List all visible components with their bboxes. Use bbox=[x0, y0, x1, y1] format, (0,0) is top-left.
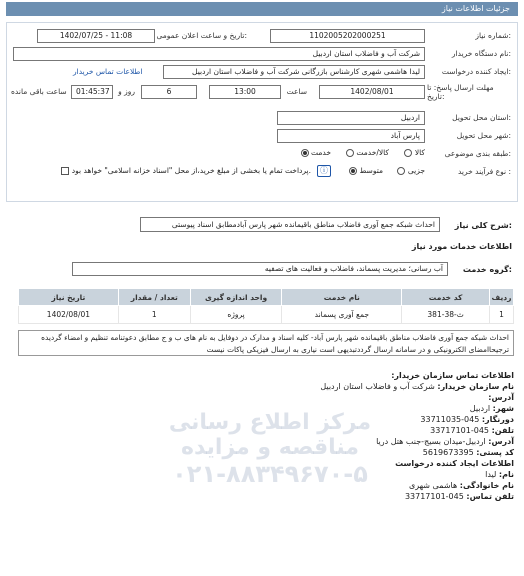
need-number-label: شماره نیاز: bbox=[475, 31, 511, 40]
remaining-label: ساعت باقی مانده bbox=[11, 87, 67, 96]
purchase-option-minor[interactable]: جزیی bbox=[397, 166, 425, 175]
col-qty: تعداد / مقدار bbox=[118, 289, 190, 306]
details-panel bbox=[6, 22, 518, 202]
page-header bbox=[6, 2, 518, 16]
col-row: ردیف bbox=[490, 289, 514, 306]
announce-date-field: 1402/07/25 - 11:08 bbox=[37, 29, 155, 43]
col-unit: واحد اندازه گیری bbox=[190, 289, 282, 306]
province-field: اردبیل bbox=[277, 111, 425, 125]
service-group-field: آب رسانی؛ مدیریت پسماند، فاضلاب و فعالیت های تصفیه bbox=[72, 262, 448, 276]
category-option-service[interactable]: خدمت bbox=[301, 148, 331, 157]
buyer-contact-section bbox=[14, 370, 514, 502]
contact-line: آدرس: bbox=[488, 393, 514, 402]
cell-qty: 1 bbox=[118, 306, 190, 324]
cell-code: ث-38-381 bbox=[402, 306, 490, 324]
category-goods-radio[interactable] bbox=[404, 149, 412, 157]
contact-line: نام: لیدا bbox=[485, 470, 514, 479]
contact-line: نام سازمان خریدار: شرکت آب و فاضلاب استان اردبیل bbox=[320, 382, 514, 391]
deadline-time-field: 13:00 bbox=[209, 85, 281, 99]
purchase-minor-radio[interactable] bbox=[397, 167, 405, 175]
contact-line: تلفن: 045-33717101 bbox=[430, 426, 514, 435]
buyer-org-field: شرکت آب و فاضلاب استان اردبیل bbox=[13, 47, 425, 61]
contact-line: شهر: اردبیل bbox=[469, 404, 514, 413]
purchase-type-label: نوع فرآیند خرید : bbox=[457, 167, 511, 176]
need-number-field: 1102005202000251 bbox=[270, 29, 425, 43]
province-label: استان محل تحویل: bbox=[452, 113, 511, 122]
category-option-goods-service[interactable]: کالا/خدمت bbox=[346, 148, 389, 157]
col-name: نام خدمت bbox=[282, 289, 402, 306]
summary-label: شرح کلی نیاز: bbox=[454, 221, 512, 230]
service-group-label: گروه خدمت: bbox=[462, 265, 512, 274]
category-option-goods[interactable]: کالا bbox=[404, 148, 425, 157]
cell-row: 1 bbox=[490, 306, 514, 324]
city-field: پارس آباد bbox=[277, 129, 425, 143]
deadline-time-label: ساعت bbox=[286, 87, 307, 96]
category-label: طبقه بندی موضوعی: bbox=[444, 149, 511, 158]
announce-date-label: تاریخ و ساعت اعلان عمومی: bbox=[156, 31, 247, 40]
deadline-label: مهلت ارسال پاسخ: تا تاریخ: bbox=[427, 83, 494, 101]
city-label: شهر محل تحویل: bbox=[456, 131, 511, 140]
contact-line: تلفن تماس: 045-33717101 bbox=[404, 492, 514, 501]
service-description: احداث شبکه جمع آوری فاضلاب مناطق باقیمانده شهر پارس آباد- کلیه اسناد و مدارک در دوفایل به نام های ب و ج مطابق دعوتنامه تنظیم و امضاء گردیده ترجیحاامضای الکترونیکی و در سامانه ارسال گرددتبدیهی است نیاری به ارسال فیزیکی پاکات نیست bbox=[18, 330, 514, 356]
category-service-radio[interactable] bbox=[301, 149, 309, 157]
summary-field: احداث شبکه جمع آوری فاضلاب مناطق باقیمانده شهر پارس آبادمطابق اسناد پیوستی bbox=[140, 217, 440, 232]
contact-line: دورنگار: 045-33711035 bbox=[420, 415, 514, 424]
cell-name: جمع آوری پسماند bbox=[282, 306, 402, 324]
requester-label: ایجاد کننده درخواست: bbox=[441, 67, 511, 76]
contact-line: آدرس: اردبیل-میدان بسیج-جنب هتل دریا bbox=[376, 437, 514, 446]
days-label: روز و bbox=[118, 87, 135, 96]
col-date: تاریخ نیاز bbox=[19, 289, 119, 306]
requester-field: لیدا هاشمی شهری کارشناس بازرگانی شرکت آب و فاضلاب استان اردبیل bbox=[163, 65, 425, 79]
buyer-contact-link[interactable]: اطلاعات تماس خریدار bbox=[73, 67, 143, 76]
contact-line: نام خانوادگی: هاشمی شهری bbox=[408, 481, 514, 490]
contact-line: اطلاعات ایجاد کننده درخواست bbox=[395, 459, 514, 468]
col-code: کد خدمت bbox=[402, 289, 490, 306]
cell-date: 1402/08/01 bbox=[19, 306, 119, 324]
remaining-time-field: 01:45:37 bbox=[71, 85, 113, 99]
page-title: جزئیات اطلاعات نیاز bbox=[441, 4, 510, 13]
category-goods-service-radio[interactable] bbox=[346, 149, 354, 157]
info-icon[interactable]: ⓘ bbox=[317, 165, 331, 177]
watermark: مرکز اطلاع رسانی مناقصه و مزایده ۰۲۱-۸۸۳۴۹۶۷۰-۵ bbox=[168, 410, 372, 488]
table-row bbox=[19, 306, 514, 324]
purchase-option-medium[interactable]: متوسط bbox=[349, 166, 383, 175]
contact-line: کد پستی: 5619673395 bbox=[422, 448, 514, 457]
services-table bbox=[18, 288, 514, 324]
deadline-date-field: 1402/08/01 bbox=[319, 85, 425, 99]
purchase-medium-radio[interactable] bbox=[349, 167, 357, 175]
days-remaining-field: 6 bbox=[141, 85, 197, 99]
services-section-title: اطلاعات خدمات مورد نیاز bbox=[411, 242, 512, 251]
contact-section-title: اطلاعات تماس سازمان خریدار: bbox=[391, 371, 514, 380]
treasury-payment-checkbox[interactable] bbox=[61, 167, 69, 175]
services-table-header bbox=[19, 289, 514, 306]
buyer-org-label: نام دستگاه خریدار: bbox=[451, 49, 511, 58]
cell-unit: پروژه bbox=[190, 306, 282, 324]
treasury-payment-option[interactable]: پرداخت تمام یا بخشی از مبلغ خرید،از محل "اسناد خزانه اسلامی" خواهد بود. bbox=[61, 166, 311, 175]
